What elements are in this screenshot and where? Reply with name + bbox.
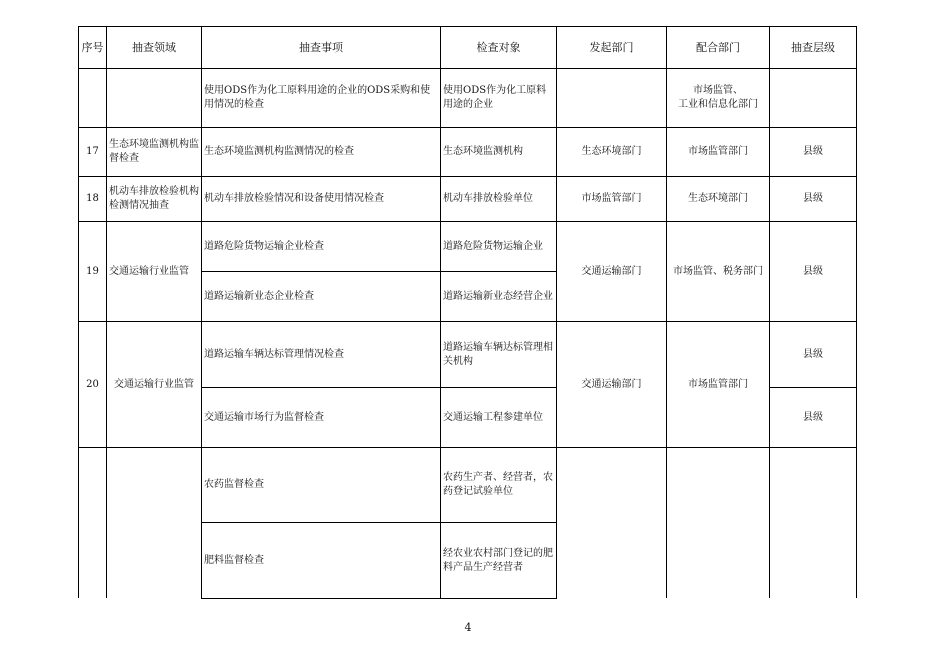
header-initiator: 发起部门 [589, 40, 634, 54]
row18-domain-text: 机动车排放检验机构检测情况抽查 [109, 186, 199, 211]
row20-initiator: 交通运输部门 [581, 378, 642, 390]
row20-level-a: 县级 [803, 348, 823, 360]
row20-target-a-text: 道路运输车辆达标管理相关机构 [443, 341, 553, 367]
ods-item-text: 使用ODS作为化工原料用途的企业的ODS采购和使用情况的检查 [204, 85, 431, 110]
row17-initiator: 生态环境部门 [581, 146, 642, 157]
row19-target-a: 道路危险货物运输企业 [443, 240, 543, 252]
row19-domain: 交通运输行业监管 [109, 265, 189, 277]
row18-cooperator: 生态环境部门 [688, 193, 748, 204]
row20-item-b: 交通运输市场行为监督检查 [204, 411, 324, 423]
ods-target-text: 使用ODS作为化工原料用途的企业 [443, 85, 547, 110]
header-level: 抽查层级 [791, 40, 835, 54]
row21-item-a: 农药监督检查 [204, 479, 264, 490]
header-target: 检查对象 [476, 40, 521, 54]
row20-level-b: 县级 [803, 411, 823, 423]
row17-cooperator: 市场监管部门 [688, 146, 748, 157]
row19-target-b-text: 道路运输新业态经营企业 [443, 290, 553, 302]
row21-target-a-text: 农药生产者、经营者，农药登记试验单位 [443, 472, 553, 497]
row17-domain [107, 128, 201, 176]
row20-target-b: 交通运输工程参建单位 [443, 411, 543, 423]
header-cooperator: 配合部门 [696, 40, 740, 54]
ods-item [202, 69, 440, 127]
table-border [201, 598, 557, 599]
row20-domain: 交通运输行业监管 [114, 378, 194, 390]
row18-initiator: 市场监管部门 [581, 193, 642, 204]
row19-initiator: 交通运输部门 [581, 265, 642, 277]
row19-item-b: 道路运输新业态企业检查 [204, 290, 314, 302]
ods-cooperator-text: 市场监管、 工业和信息化部门 [678, 85, 758, 110]
row20-item-a: 道路运输车辆达标管理情况检查 [204, 348, 344, 360]
row20-cooperator: 市场监管部门 [688, 378, 748, 390]
row18-domain [107, 177, 201, 221]
row19-item-a: 道路危险货物运输企业检查 [204, 240, 324, 252]
header-item: 抽查事项 [299, 40, 343, 54]
row20-target-a [441, 322, 556, 387]
header-seq: 序号 [81, 40, 104, 54]
row19-level: 县级 [803, 265, 823, 277]
row17-domain-text: 生态环境监测机构监督检查 [109, 139, 199, 164]
row19-cooperator: 市场监管、税务部门 [673, 265, 763, 277]
row17-item: 生态环境监测机构监测情况的检查 [204, 146, 354, 157]
header-domain: 抽查领域 [132, 40, 176, 54]
row20-seq: 20 [86, 378, 99, 390]
row21-target-a [441, 448, 556, 522]
table-border [856, 26, 857, 598]
row18-seq: 18 [86, 193, 99, 204]
row18-item: 机动车排放检验情况和设备使用情况检查 [204, 193, 384, 204]
row19-target-b [441, 272, 556, 321]
row21-target-b [441, 523, 556, 598]
row17-target: 生态环境监测机构 [443, 146, 523, 157]
row21-target-b-text: 经农业农村部门登记的肥料产品生产经营者 [443, 547, 553, 573]
row17-seq: 17 [86, 146, 99, 157]
ods-target [441, 69, 556, 127]
row18-target: 机动车排放检验单位 [443, 193, 533, 204]
row18-level: 县级 [803, 193, 823, 204]
row19-seq: 19 [86, 265, 99, 277]
row21-item-b: 肥料监督检查 [204, 554, 264, 566]
page-number: 4 [464, 621, 472, 634]
row17-level: 县级 [803, 146, 823, 157]
ods-cooperator [667, 69, 769, 127]
